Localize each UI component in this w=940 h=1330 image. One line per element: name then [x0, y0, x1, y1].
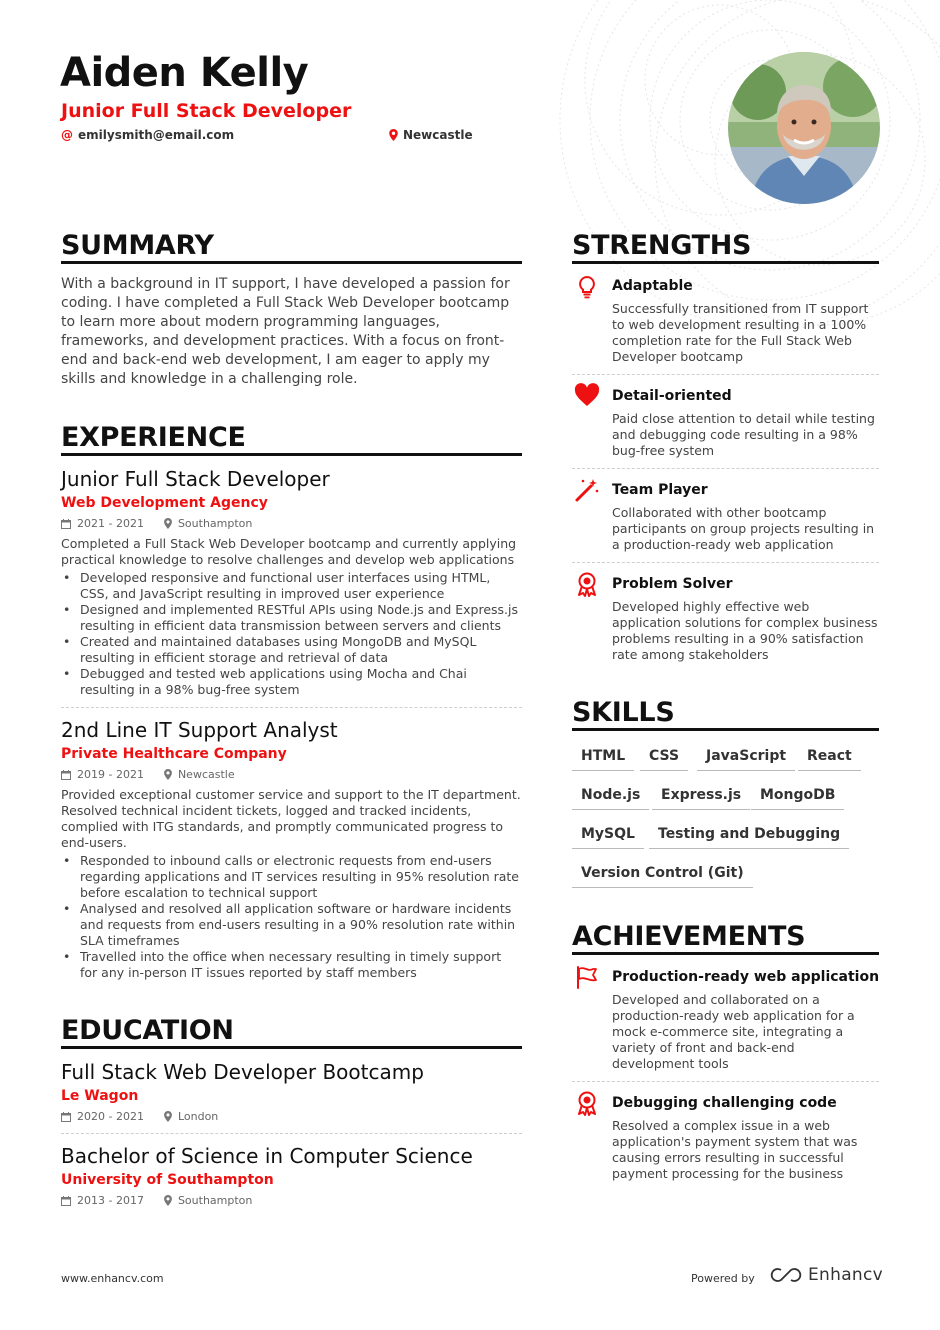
list-item: • Designed and implemented RESTful APIs using Node.js and Express.js resulting in efficient data transmission between servers and clients: [61, 602, 522, 634]
skill-tag: HTML: [572, 748, 634, 771]
skill-tag: Express.js: [652, 787, 750, 810]
education-location: London: [177, 1110, 219, 1123]
strength-title: Problem Solver: [612, 576, 733, 592]
award-ribbon-icon: [574, 1090, 600, 1116]
skill-tag: MySQL: [572, 826, 644, 849]
at-sign-icon: @: [61, 128, 73, 142]
skill-tag: Testing and Debugging: [649, 826, 849, 849]
skill-tag: React: [798, 748, 861, 771]
location-pin-icon: [164, 1195, 172, 1206]
divider: [572, 562, 879, 563]
strength-title: Team Player: [612, 482, 708, 498]
location-pin-icon: [389, 129, 398, 141]
list-item: • Analysed and resolved all application software or hardware incidents and requests from end-users resulting in a 90% resolution rate within SLA timeframes: [61, 901, 522, 949]
strength-description: Developed highly effective web application solutions for complex business problems resulting in a 90% satisfaction rate among stakeholders: [612, 599, 878, 662]
education-degree: Full Stack Web Developer Bootcamp: [61, 1060, 424, 1084]
summary-text: With a background in IT support, I have developed a passion for coding. I have completed a Full Stack Web Developer bootcamp to learn more about modern programming languages, frameworks, and development practices. With a focus on front-end and back-end web development, I am eager to apply my skills and knowledge in a challenging role.: [61, 276, 510, 387]
location-pin-icon: [164, 769, 172, 780]
list-item: • Travelled into the office when necessary resulting in timely support for any in-person IT issues reported by staff members: [61, 949, 522, 981]
education-dates: 2013 - 2017: [77, 1194, 144, 1207]
location-pin-icon: [164, 1111, 172, 1122]
candidate-title: Junior Full Stack Developer: [61, 100, 352, 122]
location-contact: [389, 128, 473, 142]
skill-tag: Node.js: [572, 787, 649, 810]
list-item: • Debugged and tested web applications using Mocha and Chai resulting in a 98% bug-free system: [61, 666, 522, 698]
job-title: Junior Full Stack Developer: [61, 467, 330, 491]
calendar-icon: [61, 1112, 71, 1122]
achievement-description: Resolved a complex issue in a web application's payment system that was causing errors resulting in successful payment processing for the business: [612, 1118, 858, 1181]
education-meta: [61, 1194, 252, 1207]
strength-description: Paid close attention to detail while testing and debugging code resulting in a 98% bug-free system: [612, 411, 875, 458]
location-pin-icon: [164, 518, 172, 529]
strength-description: Collaborated with other bootcamp participants on group projects resulting in a production-ready web application: [612, 505, 875, 552]
profile-photo: [728, 52, 880, 204]
job-location: Newcastle: [177, 768, 235, 781]
flag-icon: [574, 964, 600, 990]
location-text: Newcastle: [403, 128, 473, 142]
list-item: • Created and maintained databases using MongoDB and MySQL resulting in efficient storage and retrieval of data: [61, 634, 522, 666]
magic-wand-icon: [574, 477, 600, 503]
calendar-icon: [61, 1196, 71, 1206]
education-heading: EDUCATION: [61, 1015, 522, 1049]
email-text: emilysmith@email.com: [78, 128, 235, 142]
skill-tag: CSS: [640, 748, 688, 771]
divider: [61, 1133, 522, 1134]
job-meta: [61, 517, 252, 530]
achievements-heading: ACHIEVEMENTS: [572, 921, 879, 955]
award-ribbon-icon: [574, 571, 600, 597]
job-meta: [61, 768, 235, 781]
education-location: Southampton: [177, 1194, 253, 1207]
divider: [572, 468, 879, 469]
job-dates: 2021 - 2021: [77, 517, 144, 530]
email-contact[interactable]: [61, 128, 234, 142]
achievement-title: Debugging challenging code: [612, 1095, 837, 1111]
calendar-icon: [61, 519, 71, 529]
heart-icon: [574, 383, 600, 409]
education-degree: Bachelor of Science in Computer Science: [61, 1144, 473, 1168]
skill-tag: Version Control (Git): [572, 865, 753, 888]
achievement-description: Developed and collaborated on a production-ready web application for a mock e-commerce site, integrating a variety of front and back-end development tools: [612, 992, 855, 1071]
divider: [61, 707, 522, 708]
job-bullets: [61, 853, 522, 981]
divider: [572, 374, 879, 375]
skill-tag: JavaScript: [697, 748, 795, 771]
skill-tag: MongoDB: [751, 787, 844, 810]
skills-heading: SKILLS: [572, 697, 879, 731]
strength-title: Detail-oriented: [612, 388, 732, 404]
powered-by-label: Powered by: [691, 1272, 755, 1285]
education-meta: [61, 1110, 218, 1123]
list-item: • Developed responsive and functional user interfaces using HTML, CSS, and JavaScript resulting in improved user experience: [61, 570, 522, 602]
education-school: University of Southampton: [61, 1172, 274, 1188]
education-school: Le Wagon: [61, 1088, 139, 1104]
brand-name: Enhancv: [808, 1265, 883, 1285]
job-company: Web Development Agency: [61, 495, 268, 511]
strengths-heading: STRENGTHS: [572, 230, 879, 264]
job-bullets: [61, 570, 522, 698]
summary-heading: SUMMARY: [61, 230, 522, 264]
list-item: • Responded to inbound calls or electronic requests from end-users regarding applications and IT services resulting in 95% resolution rate before escalation to technical support: [61, 853, 522, 901]
job-location: Southampton: [177, 517, 253, 530]
calendar-icon: [61, 770, 71, 780]
lightbulb-icon: [574, 274, 600, 300]
divider: [572, 1081, 879, 1082]
strength-description: Successfully transitioned from IT support to web development resulting in a 100% completion rate for the Full Stack Web Developer bootcamp: [612, 301, 869, 364]
footer-website-link[interactable]: www.enhancv.com: [61, 1272, 164, 1285]
experience-heading: EXPERIENCE: [61, 422, 522, 456]
job-description: Completed a Full Stack Web Developer bootcamp and currently applying practical knowledge to resolve challenges and develop web applications: [61, 536, 517, 567]
job-dates: 2019 - 2021: [77, 768, 144, 781]
job-title: 2nd Line IT Support Analyst: [61, 718, 338, 742]
education-dates: 2020 - 2021: [77, 1110, 144, 1123]
job-company: Private Healthcare Company: [61, 746, 287, 762]
achievement-title: Production-ready web application: [612, 969, 880, 985]
enhancv-logo[interactable]: [770, 1265, 883, 1285]
job-description: Provided exceptional customer service and support to the IT department. Resolved technical incident tickets, logged and tracked incidents, complied with ITG standards, and promptly communicated progress to end-users.: [61, 787, 521, 850]
candidate-name: Aiden Kelly: [60, 50, 309, 96]
strength-title: Adaptable: [612, 278, 693, 294]
enhancv-logo-icon: [770, 1266, 802, 1284]
